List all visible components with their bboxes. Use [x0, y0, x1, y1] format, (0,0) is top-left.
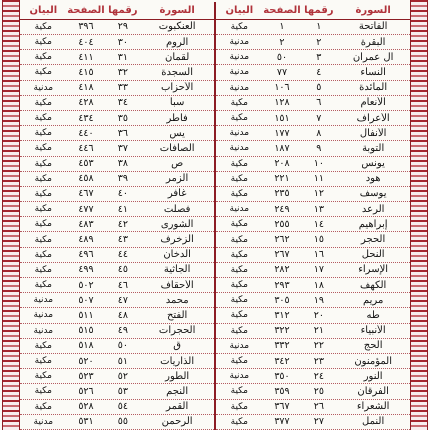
page-number-cell: ١٥١ [274, 112, 290, 124]
page-number-cell: ٤٥٣ [78, 158, 94, 170]
surah-name-cell: النجم [166, 385, 189, 397]
surah-number-cell: ٣٤ [117, 97, 128, 109]
surah-number-cell: ٣١ [117, 51, 128, 63]
table-row [20, 278, 214, 293]
page-number-cell: ٣٩٦ [78, 21, 94, 33]
surah-name-cell: سبأ [169, 97, 185, 109]
table-row [216, 202, 410, 217]
revelation-type-cell: مكية [230, 295, 248, 306]
page-number-cell: ١٨٧ [274, 142, 290, 154]
surah-number-cell: ٥٤ [117, 401, 128, 413]
surah-name-cell: النور [363, 370, 383, 382]
table-header-right [216, 2, 410, 20]
page-number-cell: ٣١٢ [274, 309, 290, 321]
revelation-type-cell: مكية [34, 356, 52, 367]
table-row [216, 415, 410, 430]
page-number-cell: ٢٦٧ [274, 249, 290, 261]
table-row [20, 126, 214, 141]
table-row [20, 157, 214, 172]
column-divider [214, 2, 216, 430]
revelation-type-cell: مكية [34, 371, 52, 382]
revelation-type-cell: مدنية [229, 37, 250, 48]
surah-name-cell: الحجر [361, 234, 386, 246]
table-row [216, 111, 410, 126]
table-row [216, 278, 410, 293]
surah-number-cell: ٣٣ [117, 82, 128, 94]
surah-name-cell: الفاتحة [358, 21, 388, 33]
surah-name-cell: إبراهيم [358, 218, 388, 230]
revelation-type-cell: مكية [34, 386, 52, 397]
page-number-cell: ٥٠ [276, 51, 288, 63]
surah-name-cell: العنكبوت [158, 21, 196, 33]
revelation-type-cell: مكية [230, 173, 248, 184]
revelation-type-cell: مكية [230, 249, 248, 260]
table-row [216, 96, 410, 111]
page-number-cell: ٤٩٦ [78, 249, 94, 261]
table-row [20, 141, 214, 156]
page-number-cell: ٤٨٣ [78, 218, 94, 230]
surah-name-cell: النساء [360, 66, 386, 78]
table-row [20, 415, 214, 430]
table-row [20, 354, 214, 369]
revelation-type-cell: مكية [34, 173, 52, 184]
surah-number-cell: ١٤ [313, 218, 324, 230]
surah-number-cell: ٢٤ [313, 370, 324, 382]
revelation-type-cell: مكية [34, 158, 52, 169]
surah-index-table [20, 2, 410, 430]
surah-number-cell: ٥٣ [117, 385, 128, 397]
page-number-cell: ٤٨٩ [78, 234, 94, 246]
revelation-type-cell: مكية [34, 52, 52, 63]
page-number-cell: ٤١١ [78, 51, 94, 63]
table-row [20, 202, 214, 217]
page-number-cell: ١٧٧ [274, 127, 290, 139]
page-number-cell: ٣٤٢ [274, 355, 290, 367]
surah-number-cell: ١٥ [313, 234, 324, 246]
page-number-cell: ٤٢٨ [78, 97, 94, 109]
revelation-type-cell: مكية [230, 158, 248, 169]
surah-name-cell: الشعراء [356, 401, 390, 413]
revelation-type-cell: مكية [34, 67, 52, 78]
revelation-type-cell: مكية [230, 219, 248, 230]
surah-name-cell: الذاريات [160, 355, 195, 367]
surah-name-cell: آل عمران [352, 51, 394, 63]
revelation-type-cell: مدنية [33, 416, 54, 427]
revelation-type-cell: مكية [34, 37, 52, 48]
surah-name-cell: الكهف [359, 279, 387, 291]
surah-name-cell: النمل [362, 416, 385, 428]
surah-number-cell: ٣٨ [117, 158, 128, 170]
surah-number-cell: ٣٥ [117, 112, 128, 124]
table-row [216, 339, 410, 354]
surah-number-cell: ٤٧ [117, 294, 128, 306]
surah-name-cell: الجاثية [163, 264, 191, 276]
table-row [20, 293, 214, 308]
surah-name-cell: طه [366, 309, 380, 321]
header-number: رقمها [304, 4, 334, 16]
surah-number-cell: ١ [316, 21, 322, 33]
surah-name-cell: الرعد [361, 203, 385, 215]
table-row [20, 263, 214, 278]
revelation-type-cell: مدنية [33, 295, 54, 306]
surah-name-cell: النحل [361, 249, 385, 261]
surah-number-cell: ٣٩ [117, 173, 128, 185]
table-row [216, 400, 410, 415]
revelation-type-cell: مدنية [229, 371, 250, 382]
surah-name-cell: مريم [362, 294, 384, 306]
revelation-type-cell: مكية [230, 234, 248, 245]
page-number-cell: ٣٦٧ [274, 401, 290, 413]
table-row [216, 217, 410, 232]
surah-number-cell: ٥١ [117, 355, 128, 367]
table-row [216, 141, 410, 156]
revelation-type-cell: مدنية [229, 340, 250, 351]
page-number-cell: ٤١٨ [78, 82, 94, 94]
table-header-left [20, 2, 214, 20]
table-row [20, 308, 214, 323]
revelation-type-cell: مكية [34, 264, 52, 275]
revelation-type-cell: مدنية [229, 204, 250, 215]
surah-number-cell: ٣٦ [117, 127, 128, 139]
page-number-cell: ٥١٥ [78, 325, 94, 337]
surah-number-cell: ٤٠ [117, 188, 128, 200]
surah-number-cell: ٥ [316, 82, 322, 94]
page-number-cell: ٤٥٨ [78, 173, 94, 185]
table-row [216, 263, 410, 278]
surah-name-cell: التوبة [362, 142, 385, 154]
page-number-cell: ٥٠٧ [78, 294, 94, 306]
page-number-cell: ٢٤٩ [274, 203, 290, 215]
table-row [216, 354, 410, 369]
surah-number-cell: ١٩ [313, 294, 324, 306]
page-number-cell: ٣٥٠ [274, 370, 290, 382]
surah-name-cell: يونس [361, 158, 385, 170]
surah-number-cell: ٦ [316, 97, 322, 109]
surah-number-cell: ٥٢ [117, 370, 128, 382]
surah-name-cell: الروم [165, 36, 189, 48]
table-row [216, 369, 410, 384]
surah-name-cell: ص [171, 158, 184, 170]
revelation-type-cell: مدنية [229, 143, 250, 154]
table-row [216, 35, 410, 50]
revelation-type-cell: مكية [230, 356, 248, 367]
surah-name-cell: البقرة [360, 36, 386, 48]
surah-name-cell: الحج [363, 340, 383, 352]
revelation-type-cell: مكية [230, 97, 248, 108]
revelation-type-cell: مكية [230, 280, 248, 291]
header-page: الصفحة [67, 4, 105, 16]
surah-number-cell: ١٦ [313, 249, 324, 261]
left-ornamental-border [2, 0, 20, 430]
page-number-cell: ٤٤٦ [78, 142, 94, 154]
surah-name-cell: الفرقان [357, 385, 389, 397]
table-row [20, 50, 214, 65]
surah-number-cell: ١٧ [313, 264, 324, 276]
surah-number-cell: ٤٣ [117, 234, 128, 246]
header-number: رقمها [108, 4, 138, 16]
surah-name-cell: الطور [165, 370, 190, 382]
revelation-type-cell: مكية [34, 204, 52, 215]
surah-number-cell: ٥٥ [117, 416, 128, 428]
header-surah: السورة [159, 4, 195, 16]
page-number-cell: ٤٦٧ [78, 188, 94, 200]
page-number-cell: ٤٧٧ [78, 203, 94, 215]
table-row [216, 50, 410, 65]
surah-name-cell: القمر [166, 401, 189, 413]
surah-number-cell: ٢٧ [313, 416, 324, 428]
page-number-cell: ٧٧ [276, 66, 288, 78]
table-row [20, 65, 214, 80]
page-number-cell: ١ [279, 21, 285, 33]
revelation-type-cell: مكية [34, 97, 52, 108]
surah-number-cell: ٤٦ [117, 279, 128, 291]
surah-name-cell: الأعراف [356, 112, 390, 124]
revelation-type-cell: مكية [230, 264, 248, 275]
surah-name-cell: الدخان [163, 249, 191, 261]
revelation-type-cell: مكية [34, 340, 52, 351]
header-surah: السورة [355, 4, 391, 16]
table-row [20, 232, 214, 247]
table-row [20, 248, 214, 263]
surah-name-cell: الأنعام [360, 97, 386, 109]
table-row [216, 248, 410, 263]
page-number-cell: ٤١٥ [78, 66, 94, 78]
table-left-half [20, 2, 214, 430]
surah-number-cell: ٨ [316, 127, 322, 139]
surah-name-cell: غافر [167, 188, 187, 200]
revelation-type-cell: مكية [230, 325, 248, 336]
page-number-cell: ٢٠٨ [274, 158, 290, 170]
surah-number-cell: ٢٥ [313, 385, 324, 397]
revelation-type-cell: مكية [34, 219, 52, 230]
surah-name-cell: هود [365, 173, 381, 185]
page-number-cell: ٢٦٢ [274, 234, 290, 246]
table-row [20, 339, 214, 354]
surah-name-cell: الأحزاب [160, 82, 194, 94]
surah-number-cell: ٢٩ [117, 21, 128, 33]
revelation-type-cell: مكية [230, 386, 248, 397]
page-number-cell: ٥٣١ [78, 416, 94, 428]
surah-name-cell: محمد [165, 294, 189, 306]
page-number-cell: ٢٥٥ [274, 218, 290, 230]
table-row [20, 81, 214, 96]
revelation-type-cell: مكية [34, 249, 52, 260]
surah-name-cell: الإسراء [358, 264, 389, 276]
surah-number-cell: ٣٧ [117, 142, 128, 154]
surah-name-cell: المائدة [359, 82, 388, 94]
surah-number-cell: ٤٥ [117, 264, 128, 276]
revelation-type-cell: مكية [230, 188, 248, 199]
page-number-cell: ٥٢٠ [78, 355, 94, 367]
table-row [216, 293, 410, 308]
revelation-type-cell: مكية [34, 128, 52, 139]
right-ornamental-border [410, 0, 428, 430]
surah-name-cell: الفتح [166, 309, 188, 321]
surah-number-cell: ٤٨ [117, 309, 128, 321]
surah-name-cell: الزمر [166, 173, 189, 185]
page-number-cell: ٥١٨ [78, 340, 94, 352]
table-row [20, 369, 214, 384]
table-row [20, 324, 214, 339]
table-row [216, 384, 410, 399]
revelation-type-cell: مكية [34, 21, 52, 32]
surah-number-cell: ٣٠ [117, 36, 128, 48]
table-row [20, 20, 214, 35]
page-number-cell: ٣٧٧ [274, 416, 290, 428]
surah-number-cell: ١٨ [313, 279, 324, 291]
revelation-type-cell: مدنية [33, 325, 54, 336]
revelation-type-cell: مكية [230, 401, 248, 412]
page-number-cell: ١٢٨ [274, 97, 290, 109]
page-number-cell: ٣٥٩ [274, 385, 290, 397]
table-row [216, 65, 410, 80]
surah-number-cell: ٤ [316, 66, 322, 78]
page-number-cell: ٤٩٩ [78, 264, 94, 276]
table-row [216, 187, 410, 202]
revelation-type-cell: مكية [230, 113, 248, 124]
surah-name-cell: المؤمنون [354, 355, 392, 367]
surah-number-cell: ٥٠ [117, 340, 128, 352]
table-row [20, 187, 214, 202]
revelation-type-cell: مدنية [229, 128, 250, 139]
surah-name-cell: الزخرف [160, 234, 194, 246]
surah-number-cell: ٢ [316, 36, 322, 48]
surah-name-cell: لقمان [165, 51, 190, 63]
table-row [216, 81, 410, 96]
surah-number-cell: ٢٠ [313, 309, 324, 321]
surah-name-cell: فاطر [166, 112, 188, 124]
surah-name-cell: الأحقاف [160, 279, 194, 291]
table-row [216, 157, 410, 172]
table-row [20, 111, 214, 126]
page-number-cell: ٥٢٣ [78, 370, 94, 382]
surah-number-cell: ١٣ [313, 203, 324, 215]
revelation-type-cell: مدنية [229, 67, 250, 78]
revelation-type-cell: مكية [34, 280, 52, 291]
header-type: البيان [29, 4, 58, 16]
surah-number-cell: ٢٢ [313, 340, 324, 352]
table-row [216, 126, 410, 141]
surah-number-cell: ١٢ [313, 188, 324, 200]
revelation-type-cell: مكية [34, 113, 52, 124]
table-row [216, 232, 410, 247]
surah-number-cell: ٤٩ [117, 325, 128, 337]
surah-number-cell: ٢٣ [313, 355, 324, 367]
table-row [216, 308, 410, 323]
page-frame [2, 0, 428, 430]
page-number-cell: ٥٢٦ [78, 385, 94, 397]
table-row [20, 96, 214, 111]
revelation-type-cell: مكية [34, 188, 52, 199]
surah-name-cell: يوسف [359, 188, 387, 200]
surah-name-cell: الأنبياء [360, 325, 386, 337]
revelation-type-cell: مكية [34, 401, 52, 412]
surah-number-cell: ٢١ [313, 325, 324, 337]
header-type: البيان [225, 4, 254, 16]
revelation-type-cell: مكية [34, 143, 52, 154]
surah-name-cell: السجدة [161, 66, 193, 78]
table-row [20, 217, 214, 232]
table-row [20, 384, 214, 399]
surah-number-cell: ١١ [313, 173, 324, 185]
surah-number-cell: ٣ [316, 51, 322, 63]
surah-number-cell: ٤٢ [117, 218, 128, 230]
table-row [20, 400, 214, 415]
revelation-type-cell: مدنية [229, 82, 250, 93]
page-number-cell: ٤٣٤ [78, 112, 94, 124]
page-number-cell: ٢ [279, 36, 285, 48]
revelation-type-cell: مدنية [33, 82, 54, 93]
page-number-cell: ٢٩٣ [274, 279, 290, 291]
surah-number-cell: ٢٦ [313, 401, 324, 413]
header-page: الصفحة [263, 4, 301, 16]
table-row [20, 172, 214, 187]
surah-number-cell: ٣٢ [117, 66, 128, 78]
table-row [216, 324, 410, 339]
revelation-type-cell: مكية [230, 310, 248, 321]
surah-number-cell: ١٠ [313, 158, 324, 170]
surah-number-cell: ٤١ [117, 203, 128, 215]
page-number-cell: ٣٠٥ [274, 294, 290, 306]
page-number-cell: ٥٠٢ [78, 279, 94, 291]
page-number-cell: ٤٤٠ [78, 127, 94, 139]
table-row [216, 172, 410, 187]
surah-number-cell: ٤٤ [117, 249, 128, 261]
revelation-type-cell: مدنية [229, 52, 250, 63]
page-number-cell: ٣٣٢ [274, 340, 290, 352]
revelation-type-cell: مكية [230, 21, 248, 32]
surah-name-cell: يس [169, 127, 185, 139]
page-number-cell: ١٠٦ [274, 82, 290, 94]
surah-name-cell: الأنفال [359, 127, 387, 139]
page-number-cell: ٢٣٥ [274, 188, 290, 200]
revelation-type-cell: مدنية [33, 310, 54, 321]
revelation-type-cell: مكية [230, 416, 248, 427]
page-number-cell: ٣٢٢ [274, 325, 290, 337]
page-number-cell: ٢٢١ [274, 173, 290, 185]
page-number-cell: ٥٢٨ [78, 401, 94, 413]
table-right-half [216, 2, 410, 430]
page-number-cell: ٤٠٤ [78, 36, 94, 48]
surah-name-cell: الشورى [160, 218, 194, 230]
surah-number-cell: ٩ [316, 142, 322, 154]
surah-number-cell: ٧ [316, 112, 322, 124]
page-number-cell: ٢٨٢ [274, 264, 290, 276]
page-number-cell: ٥١١ [78, 309, 94, 321]
surah-name-cell: الحجرات [158, 325, 196, 337]
table-row [20, 35, 214, 50]
surah-name-cell: الرحمن [161, 416, 193, 428]
revelation-type-cell: مكية [34, 234, 52, 245]
surah-name-cell: ق [173, 340, 182, 352]
surah-name-cell: فصلت [163, 203, 191, 215]
table-row [216, 20, 410, 35]
surah-name-cell: الصافات [159, 142, 195, 154]
